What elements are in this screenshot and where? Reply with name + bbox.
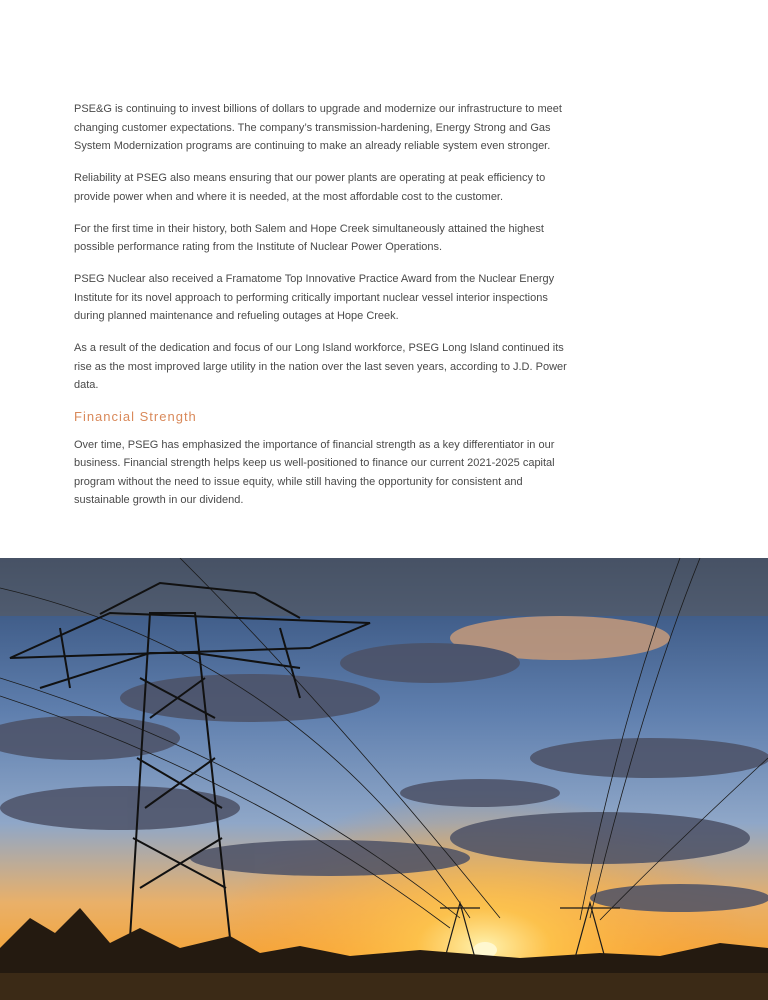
paragraph-framatome-award: PSEG Nuclear also received a Framatome Top Innovative Practice Award from the Nuclear Energy Institute for its novel approach to performing critically important nuclear vessel interior inspections during planned maintenance and refueling outages at Hope Creek. xyxy=(74,273,555,322)
paragraph-nuclear-rating: For the first time in their history, both Salem and Hope Creek simultaneously attained the highest possible performance rating from the Institute of Nuclear Power Operations. xyxy=(74,222,544,253)
paragraph-financial-strength: Over time, PSEG has emphasized the importance of financial strength as a key differentiator in our business. Financial strength helps keep us well-positioned to finance our current 2021-2025 capital program without the need to issue equity, while still having the opportunity for consistent and sustainable growth in our dividend. xyxy=(74,438,555,506)
field-foreground xyxy=(0,973,768,1000)
paragraph-long-island: As a result of the dedication and focus of our Long Island workforce, PSEG Long Island continued its rise as the most improved large utility in the nation over the last seven years, according to J.D. Power data. xyxy=(74,342,567,391)
paragraph-infrastructure: PSE&G is continuing to invest billions of dollars to upgrade and modernize our infrastructure to meet changing customer expectations. The company’s transmission-hardening, Energy Strong and Gas System Modernization programs are continuing to make an already reliable system even stronger. xyxy=(74,103,562,152)
article-body xyxy=(74,100,574,523)
power-line-sunset-photo xyxy=(0,558,768,1000)
section-heading-financial-strength: Financial Strength xyxy=(74,408,197,424)
paragraph-reliability: Reliability at PSEG also means ensuring that our power plants are operating at peak efficiency to provide power when and where it is needed, at the most affordable cost to the customer. xyxy=(74,172,546,203)
